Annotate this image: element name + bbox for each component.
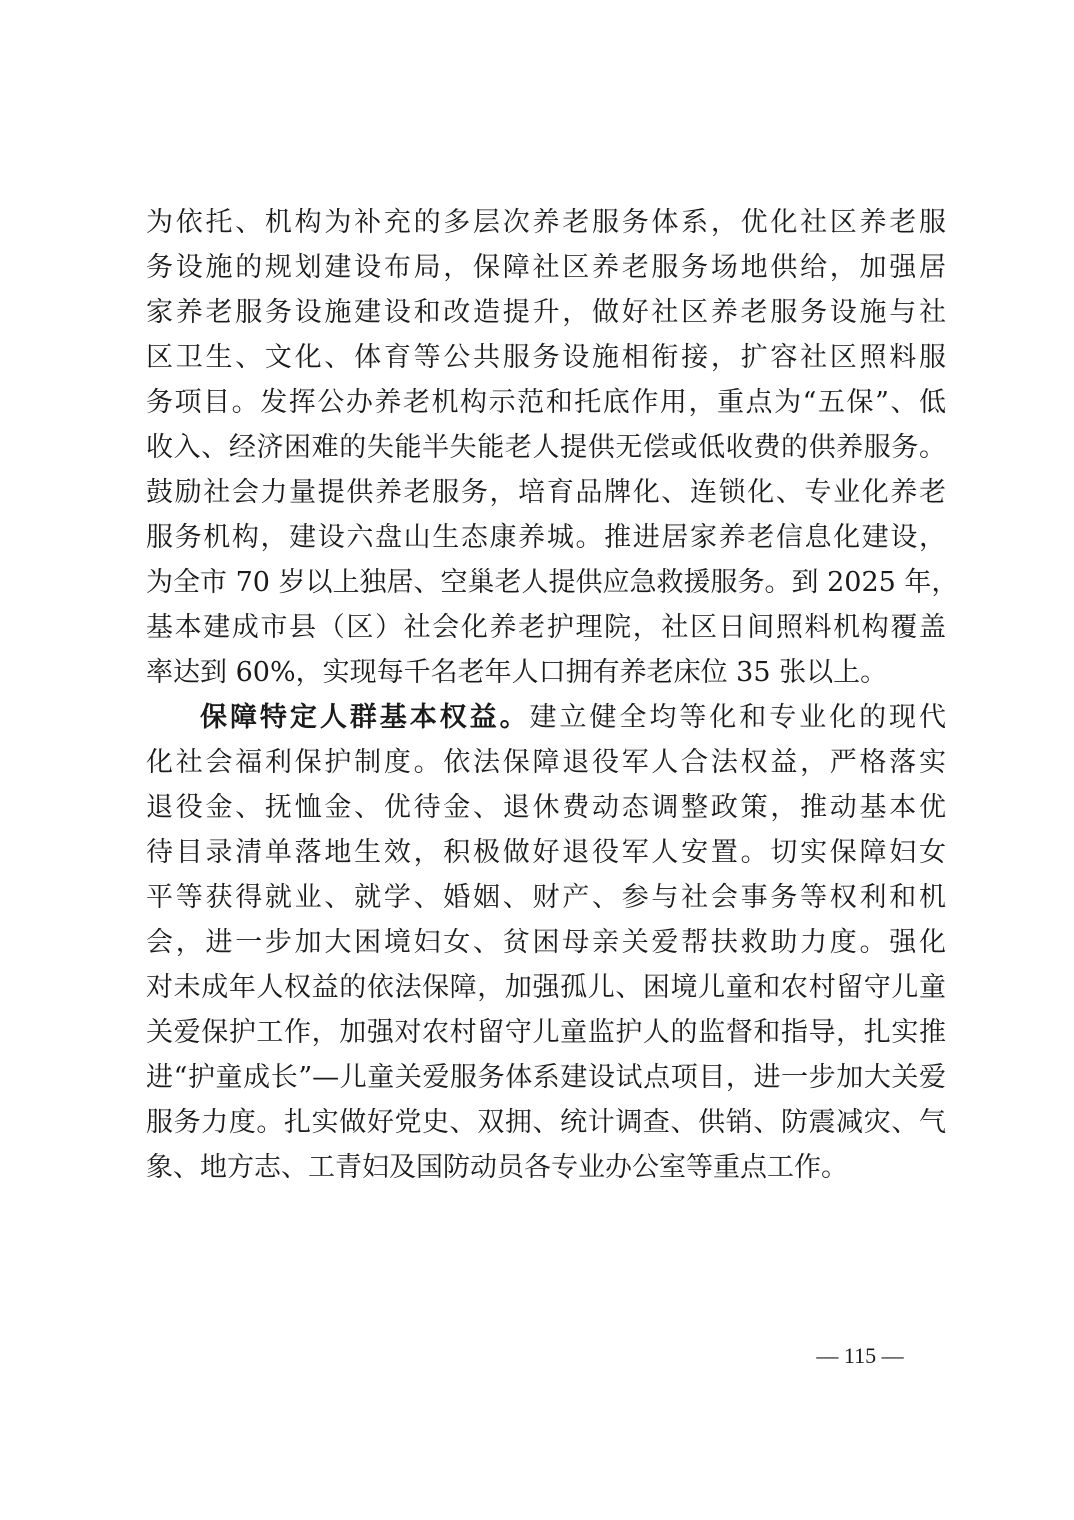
text-line: 区卫生、文化、体育等公共服务设施相衔接，扩容社区照料服 bbox=[146, 342, 946, 373]
text-line: 化社会福利保护制度。依法保障退役军人合法权益，严格落实 bbox=[146, 747, 946, 778]
section-heading: 保障特定人群基本权益。 bbox=[200, 702, 530, 733]
text-line: 待目录清单落地生效，积极做好退役军人安置。切实保障妇女 bbox=[146, 837, 946, 868]
text-line: 家养老服务设施建设和改造提升，做好社区养老服务设施与社 bbox=[146, 297, 946, 328]
text-line: 关爱保护工作，加强对农村留守儿童监护人的监督和指导，扎实推 bbox=[146, 1017, 946, 1048]
text-line: 象、地方志、工青妇及国防动员各专业办公室等重点工作。 bbox=[146, 1152, 848, 1183]
text-line: 务项目。发挥公办养老机构示范和托底作用，重点为“五保”、低 bbox=[146, 387, 946, 418]
text-line: 服务力度。扎实做好党史、双拥、统计调查、供销、防震减灾、气 bbox=[146, 1107, 946, 1138]
text-line: 服务机构，建设六盘山生态康养城。推进居家养老信息化建设， bbox=[146, 522, 946, 553]
text-line: 对未成年人权益的依法保障，加强孤儿、困境儿童和农村留守儿童 bbox=[146, 972, 946, 1003]
text-line: 收入、经济困难的失能半失能老人提供无偿或低收费的供养服务。 bbox=[146, 432, 946, 463]
text-line: 为依托、机构为补充的多层次养老服务体系，优化社区养老服 bbox=[146, 207, 946, 238]
text-line: 会，进一步加大困境妇女、贫困母亲关爱帮扶救助力度。强化 bbox=[146, 927, 946, 958]
text-line: 鼓励社会力量提供养老服务，培育品牌化、连锁化、专业化养老 bbox=[146, 477, 946, 508]
text-line: 为全市 70 岁以上独居、空巢老人提供应急救援服务。到 2025 年， bbox=[146, 567, 959, 598]
text-line: 退役金、抚恤金、优待金、退休费动态调整政策，推动基本优 bbox=[146, 792, 946, 823]
text-span: 建立健全均等化和专业化的现代 bbox=[529, 702, 947, 733]
paragraph-first-line bbox=[146, 695, 946, 740]
body-text bbox=[146, 200, 959, 1190]
page-number: — 115 — bbox=[816, 1343, 904, 1368]
text-line: 务设施的规划建设布局，保障社区养老服务场地供给，加强居 bbox=[146, 252, 946, 283]
text-line: 平等获得就业、就学、婚姻、财产、参与社会事务等权利和机 bbox=[146, 882, 946, 913]
text-line: 进“护童成长”—儿童关爱服务体系建设试点项目，进一步加大关爱 bbox=[146, 1062, 946, 1093]
text-line: 基本建成市县（区）社会化养老护理院，社区日间照料机构覆盖 bbox=[146, 612, 946, 643]
text-line: 率达到 60%，实现每千名老年人口拥有养老床位 35 张以上。 bbox=[146, 657, 888, 688]
